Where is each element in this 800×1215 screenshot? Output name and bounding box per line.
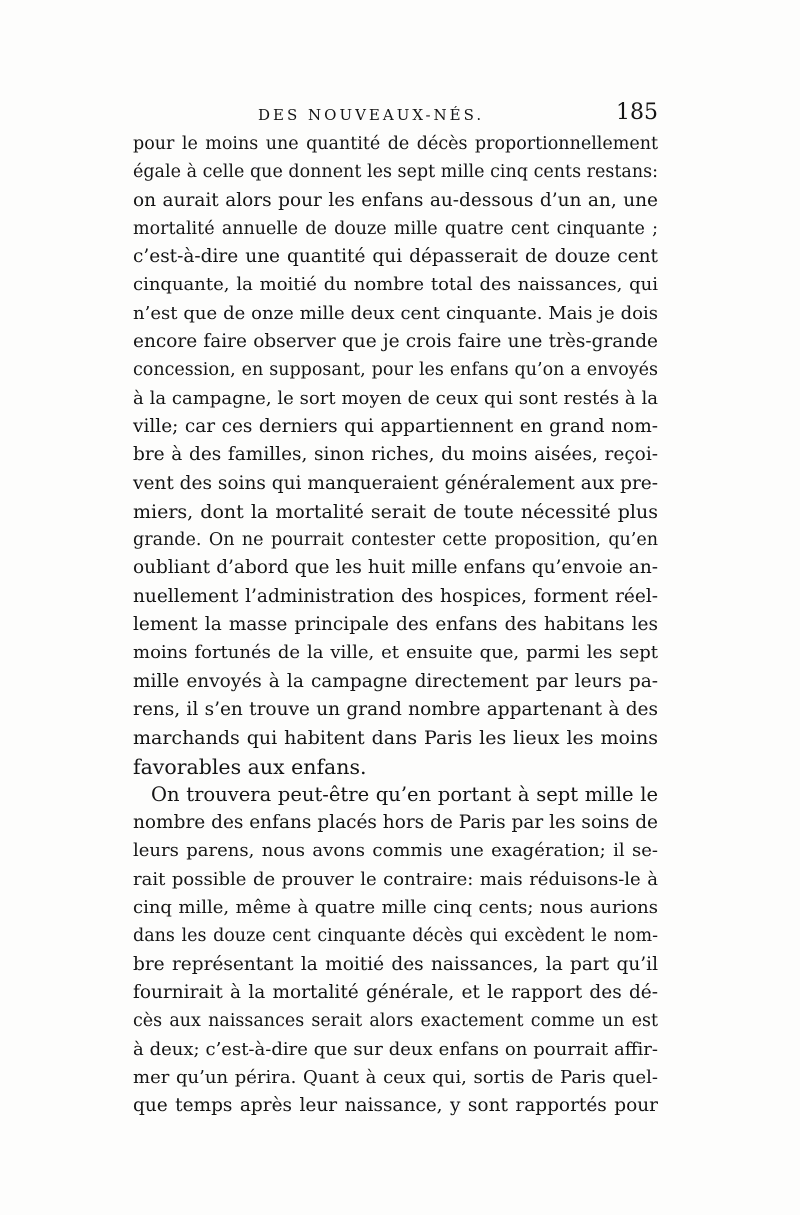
paragraph-start-line: On trouvera peut-être qu’en portant à sept mille le [151,782,658,806]
text-line: concession, en supposant, pour les enfans qu’on a envoyés [133,360,658,381]
text-line: miers, dont la mortalité serait de toute nécessité plus [133,500,658,523]
text-line: marchands qui habitent dans Paris les lieux les moins [133,727,658,750]
text-line: cès aux naissances serait alors exactement comme un est [133,1011,658,1032]
text-line: ville; car ces derniers qui appartiennent en grand nom- [133,415,658,437]
text-line: mille envoyés à la campagne directement par leurs pa- [133,670,658,692]
page-number: 185 [616,100,658,125]
text-line: dans les douze cent cinquante décès qui excèdent le nom- [133,926,658,947]
text-line: cinquante, la moitié du nombre total des naissances, qui [133,274,658,296]
text-line: on aurait alors pour les enfans au-dessous d’un an, une [133,189,658,211]
text-line: cinq mille, même à quatre mille cinq cents; nous aurions [133,897,658,919]
text-line: c’est-à-dire une quantité qui dépasserait de douze cent [133,246,658,268]
text-line: fournirait à la mortalité générale, et le rapport des dé- [133,981,658,1003]
text-line: oubliant d’abord que les huit mille enfans qu’envoie an- [133,557,658,579]
text-line: encore faire observer que je crois faire une très-grande [133,331,658,353]
text-line: leurs parens, nous avons commis une exagération; il se- [133,840,658,862]
text-line: que temps après leur naissance, y sont rapportés pour [133,1095,658,1117]
text-line: n’est que de onze mille deux cent cinquante. Mais je dois [133,302,658,324]
text-line: moins fortunés de la ville, et ensuite que, parmi les sept [133,642,658,664]
text-line: nuellement l’administration des hospices, forment réel- [133,585,658,607]
paragraph-end-line: favorables aux enfans. [133,754,367,779]
running-title: DES NOUVEAUX-NÉS. [258,106,485,124]
text-line: bre à des familles, sinon riches, du moins aisées, reçoi- [133,444,658,466]
text-line: mortalité annuelle de douze mille quatre cent cinquante ; [133,218,658,239]
text-line: vent des soins qui manqueraient généralement aux pre- [133,472,658,494]
text-line: grande. On ne pourrait contester cette proposition, qu’en [133,530,658,551]
page-header [133,100,658,130]
text-line: à deux; c’est-à-dire que sur deux enfans on pourrait affir- [133,1038,658,1060]
text-line: rait possible de prouver le contraire: mais réduisons-le à [133,868,658,890]
text-line: lement la masse principale des enfans des habitans les [133,614,658,636]
text-line: à la campagne, le sort moyen de ceux qui sont restés à la [133,387,658,409]
text-line: nombre des enfans placés hors de Paris par les soins de [133,812,658,834]
text-line: mer qu’un périra. Quant à ceux qui, sortis de Paris quel- [133,1066,658,1088]
body-text [133,130,658,1120]
text-line: bre représentant la moitié des naissances, la part qu’il [133,953,658,975]
text-line: égale à celle que donnent les sept mille cinq cents restans: [133,162,658,183]
text-line: pour le moins une quantité de décès proportionnellement [133,134,658,154]
text-line: rens, il s’en trouve un grand nombre appartenant à des [133,698,658,720]
